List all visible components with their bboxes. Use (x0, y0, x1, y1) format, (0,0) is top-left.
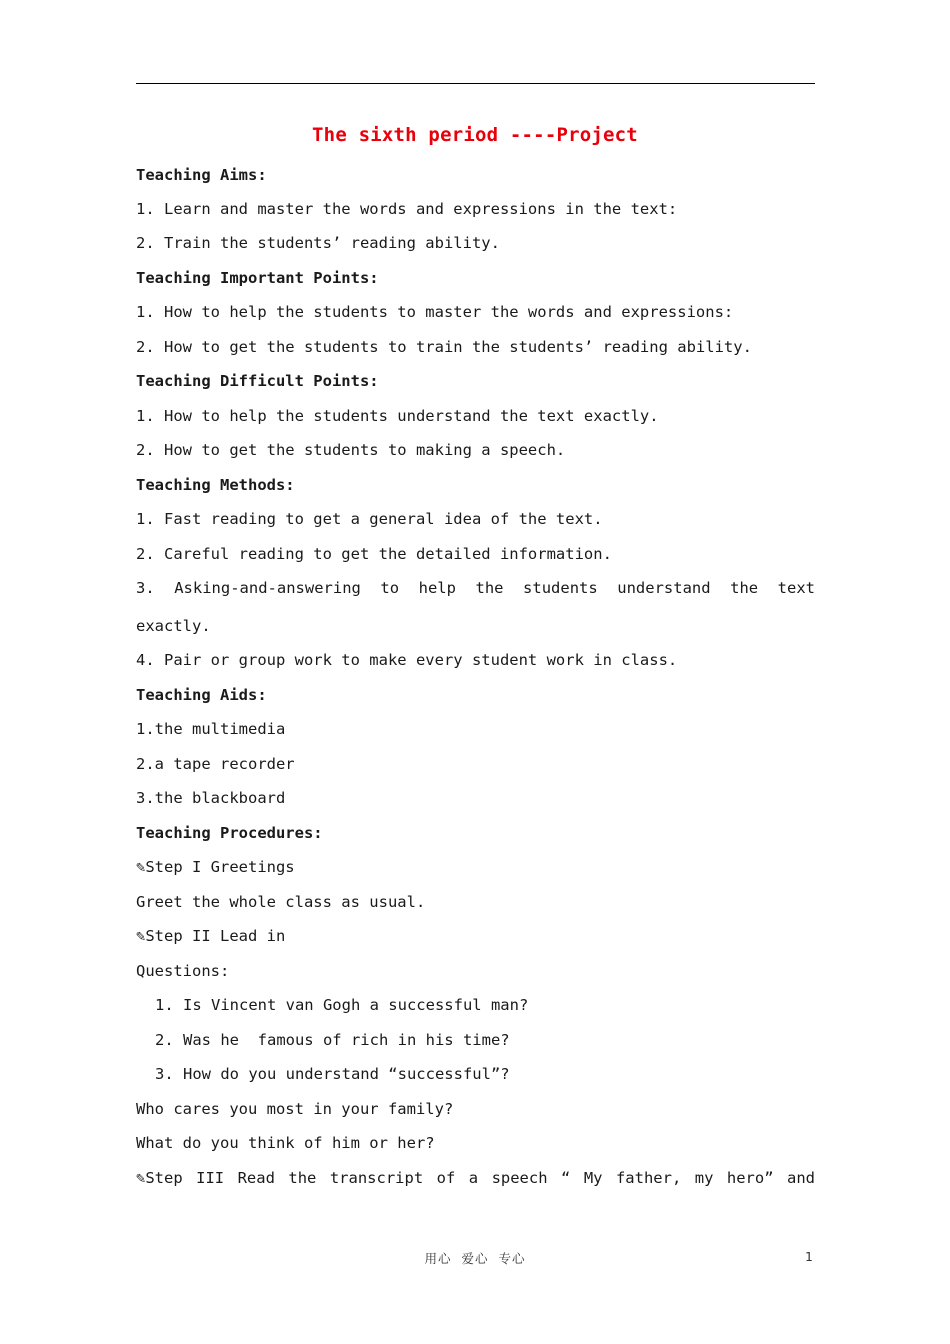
section-heading: Teaching Procedures: (136, 824, 323, 842)
section-heading: Teaching Aids: (136, 686, 267, 704)
section-heading: Teaching Difficult Points: (136, 372, 379, 390)
section-heading: Teaching Methods: (136, 476, 295, 494)
page-title: The sixth period ----Project (312, 124, 638, 146)
footer-text: 用心 爱心 专心 (424, 1251, 526, 1266)
body-line: 1.the multimedia (136, 720, 286, 738)
body-line: 1. How to help the students to master the words and expressions: (136, 303, 734, 321)
body-line: 3.the blackboard (136, 789, 286, 807)
header-rule (136, 83, 815, 84)
body-line: 2. Careful reading to get the detailed information. (136, 545, 612, 563)
body-line: 2. Train the students’ reading ability. (136, 234, 500, 252)
body-line: 3. Asking-and-answering to help the students understand the text (136, 579, 815, 597)
body-line: 2.a tape recorder (136, 755, 295, 773)
section-heading: Teaching Important Points: (136, 269, 379, 287)
body-line: 1. How to help the students understand the text exactly. (136, 407, 659, 425)
body-line: 3. How do you understand “successful”? (155, 1065, 510, 1083)
body-line: Questions: (136, 962, 230, 980)
body-line: ✎Step III Read the transcript of a speech “ My father, my hero” and (136, 1169, 815, 1187)
body-line: 2. How to get the students to making a speech. (136, 441, 566, 459)
body-line: Greet the whole class as usual. (136, 893, 426, 911)
body-line: 2. How to get the students to train the students’ reading ability. (136, 338, 752, 356)
body-line: 1. Is Vincent van Gogh a successful man? (155, 996, 529, 1014)
body-line: exactly. (136, 617, 211, 635)
body-line: ✎Step I Greetings (136, 858, 295, 876)
body-line: 1. Fast reading to get a general idea of the text. (136, 510, 603, 528)
body-line: 2. Was he famous of rich in his time? (155, 1031, 510, 1049)
page-number: 1 (805, 1249, 813, 1264)
body-line: 1. Learn and master the words and expressions in the text: (136, 200, 678, 218)
section-heading: Teaching Aims: (136, 166, 267, 184)
body-line: Who cares you most in your family? (136, 1100, 454, 1118)
body-line: ✎Step II Lead in (136, 927, 286, 945)
body-line: 4. Pair or group work to make every student work in class. (136, 651, 678, 669)
body-line: What do you think of him or her? (136, 1134, 435, 1152)
